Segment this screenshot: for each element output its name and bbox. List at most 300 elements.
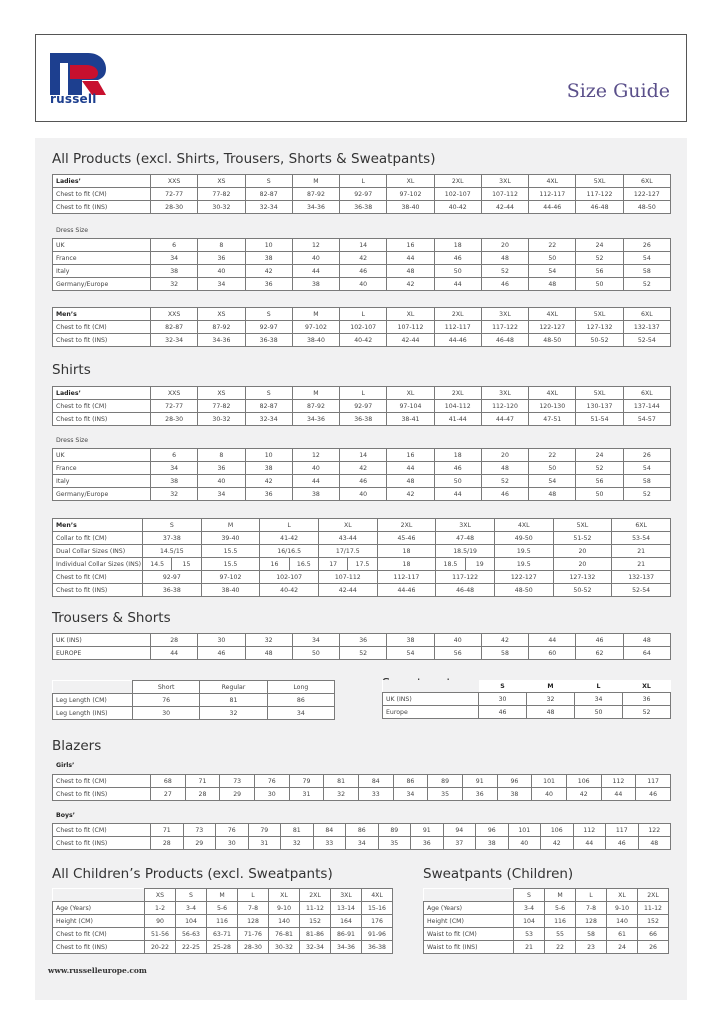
row-label: UK	[53, 239, 151, 252]
size-header-cell: 4XL	[529, 387, 576, 400]
size-header-cell: 2XL	[434, 308, 481, 321]
size-header-cell: L	[340, 175, 387, 188]
table-cell: 97-102	[292, 321, 339, 334]
table-cell: 36-38	[245, 334, 292, 347]
table-cell: 101	[532, 775, 567, 788]
row-label	[53, 889, 145, 902]
row-label: Collar to fit (CM)	[53, 532, 143, 545]
table-cell: 16	[387, 449, 434, 462]
table-cell: 54-57	[623, 413, 670, 426]
table-cell: 152	[300, 915, 331, 928]
table-cell: 77-82	[198, 400, 245, 413]
table-cell: 36	[198, 462, 245, 475]
table-cell: 25-28	[207, 941, 238, 954]
table-cell: 104-112	[434, 400, 481, 413]
table-cell: 13-14	[331, 902, 362, 915]
table-cell: 15	[172, 558, 201, 571]
table-cell: 21	[612, 545, 671, 558]
table-cell: 40-42	[434, 201, 481, 214]
size-header-cell: XS	[198, 175, 245, 188]
table-cell: 22	[529, 239, 576, 252]
size-header-cell: 3XL	[481, 308, 528, 321]
table-cell: 97-104	[387, 400, 434, 413]
size-header-cell: S	[245, 308, 292, 321]
table-cell: 76	[216, 824, 249, 837]
table-cell: 127-132	[553, 571, 612, 584]
table-cell: 137-144	[623, 400, 670, 413]
table-cell: 176	[362, 915, 393, 928]
footer-url: www.russelleurope.com	[48, 966, 147, 975]
table-cell: 38	[245, 252, 292, 265]
table-row	[53, 824, 671, 837]
table-cell: 16	[260, 558, 289, 571]
table-cell: 47-48	[436, 532, 495, 545]
table-cell: 24	[576, 449, 623, 462]
table-cell: 40	[340, 278, 387, 291]
table-cell: 84	[313, 824, 346, 837]
table-cell: 107-112	[481, 188, 528, 201]
table-cell: 72-77	[151, 188, 198, 201]
table-cell: 46-48	[576, 201, 623, 214]
table-cell: 58	[576, 928, 607, 941]
size-header-cell: S	[245, 175, 292, 188]
table-cell: 84	[358, 775, 393, 788]
table-cell: 12	[292, 449, 339, 462]
section-title-children: All Children’s Products (excl. Sweatpants)	[52, 866, 333, 882]
table-cell: 46	[340, 265, 387, 278]
size-header-cell: XS	[198, 308, 245, 321]
table-cell: 50	[434, 475, 481, 488]
row-label: Italy	[53, 265, 151, 278]
table-cell: 86	[267, 694, 334, 707]
table-cell: 56	[576, 475, 623, 488]
table-cell: 1-2	[145, 902, 176, 915]
table-cell: 15.5	[201, 545, 260, 558]
size-header-cell: 2XL	[377, 519, 436, 532]
size-header-cell: S	[245, 387, 292, 400]
size-header-cell: 6XL	[623, 387, 670, 400]
table-cell: 46	[606, 837, 639, 850]
table-cell: 89	[428, 775, 463, 788]
table-cell: 38	[387, 634, 434, 647]
table-cell: 35	[378, 837, 411, 850]
table-row	[53, 278, 671, 291]
table-cell: 73	[220, 775, 255, 788]
table-cell: 39-40	[201, 532, 260, 545]
header-row	[383, 680, 671, 693]
table-cell: 36	[245, 488, 292, 501]
table-cell: 152	[638, 915, 669, 928]
table-row	[53, 188, 671, 201]
table-cell: 102-107	[434, 188, 481, 201]
table-cell: 3-4	[514, 902, 545, 915]
table-row	[53, 545, 671, 558]
header-row	[53, 175, 671, 188]
children-table	[52, 888, 393, 954]
size-header-cell: L	[596, 682, 601, 690]
table-cell: 21	[514, 941, 545, 954]
table-cell: 106	[566, 775, 601, 788]
table-row	[53, 321, 671, 334]
table-cell: 91	[411, 824, 444, 837]
row-label: UK (INS)	[53, 634, 151, 647]
table-cell: 62	[576, 647, 623, 660]
size-header-cell: S	[143, 519, 202, 532]
table-cell: 60	[529, 647, 576, 660]
table-cell: 30-32	[269, 941, 300, 954]
table-cell: 14.5/15	[143, 545, 202, 558]
table-cell: 44	[292, 475, 339, 488]
size-header-cell: 2XL	[638, 889, 669, 902]
table-cell: 48	[529, 488, 576, 501]
table-cell: 68	[151, 775, 186, 788]
row-label: Age (Years)	[53, 902, 145, 915]
table-cell: 20	[481, 239, 528, 252]
table-cell: 42-44	[318, 584, 377, 597]
table-row	[53, 265, 671, 278]
row-label: Chest to fit (CM)	[53, 188, 151, 201]
row-label: Chest to fit (INS)	[53, 941, 145, 954]
table-cell: 50	[292, 647, 339, 660]
table-cell: 50	[529, 462, 576, 475]
table-cell: 79	[248, 824, 281, 837]
table-cell: 33	[358, 788, 393, 801]
table-cell: 37	[443, 837, 476, 850]
table-cell: 77-82	[198, 188, 245, 201]
row-label: Chest to fit (CM)	[53, 824, 151, 837]
table-cell: 56	[434, 647, 481, 660]
size-header-cell: XXS	[151, 387, 198, 400]
table-cell: 20	[481, 449, 528, 462]
table-cell: 32-34	[151, 334, 198, 347]
table-cell: 96	[476, 824, 509, 837]
table-cell: 46	[434, 252, 481, 265]
shirts-mens-table	[52, 518, 671, 597]
table-cell: 82-87	[245, 188, 292, 201]
table-cell: 42-44	[387, 334, 434, 347]
table-cell: 122-127	[623, 188, 670, 201]
table-row	[53, 584, 671, 597]
table-cell: 55	[545, 928, 576, 941]
table-cell: 92-97	[245, 321, 292, 334]
table-cell: 40	[198, 265, 245, 278]
table-cell: 44-46	[377, 584, 436, 597]
table-cell: 8	[198, 449, 245, 462]
table-cell: 12	[292, 239, 339, 252]
table-cell: 34-36	[292, 413, 339, 426]
table-row	[53, 707, 335, 720]
table-cell: 22	[529, 449, 576, 462]
size-header-cell: 3XL	[481, 175, 528, 188]
table-cell: 42	[340, 462, 387, 475]
table-cell: 87-92	[292, 400, 339, 413]
table-cell: 34	[393, 788, 428, 801]
table-cell: 106	[541, 824, 574, 837]
table-cell: 40	[340, 488, 387, 501]
table-cell: 16/16.5	[260, 545, 319, 558]
table-cell: 52	[481, 265, 528, 278]
row-label: UK	[53, 449, 151, 462]
table-cell: 50	[434, 265, 481, 278]
table-cell: 28	[151, 634, 198, 647]
table-cell: 34	[292, 634, 339, 647]
table-cell: 33	[313, 837, 346, 850]
size-header-cell: M	[292, 308, 339, 321]
table-cell: 36	[411, 837, 444, 850]
size-header-cell: 4XL	[362, 889, 393, 902]
table-cell: 58	[623, 475, 670, 488]
all-products-mens-table	[52, 307, 671, 347]
table-cell: 42	[340, 252, 387, 265]
table-cell: 104	[514, 915, 545, 928]
table-cell: 49-50	[494, 532, 553, 545]
table-cell: 112-120	[481, 400, 528, 413]
row-label: Ladies’	[53, 175, 151, 188]
table-cell: 36-38	[143, 584, 202, 597]
table-cell: 7-8	[576, 902, 607, 915]
table-cell: 64	[623, 647, 670, 660]
size-header-cell: Regular	[200, 681, 267, 694]
size-header-cell: M	[207, 889, 238, 902]
table-cell: 41-42	[260, 532, 319, 545]
table-row	[424, 902, 669, 915]
table-cell: 52	[576, 252, 623, 265]
table-cell: 18	[377, 558, 436, 571]
table-cell: 52	[340, 647, 387, 660]
table-cell: 42	[245, 265, 292, 278]
table-cell: 48-50	[494, 584, 553, 597]
table-cell: 31	[289, 788, 324, 801]
table-row	[53, 694, 335, 707]
table-row	[53, 475, 671, 488]
table-row	[53, 532, 671, 545]
table-cell: 50	[576, 488, 623, 501]
row-label: Men’s	[53, 308, 151, 321]
table-cell: 117-122	[436, 571, 495, 584]
table-cell: 44	[529, 634, 576, 647]
table-cell: 44	[601, 788, 636, 801]
table-cell: 30-32	[198, 413, 245, 426]
table-cell: 31	[248, 837, 281, 850]
row-label: Age (Years)	[424, 902, 514, 915]
size-header-cell: S	[500, 682, 505, 690]
table-cell: 36	[198, 252, 245, 265]
size-header-cell: 6XL	[623, 175, 670, 188]
table-cell: 14.5	[143, 558, 172, 571]
row-label: EUROPE	[53, 647, 151, 660]
trousers-table	[52, 633, 671, 660]
table-cell: 53	[514, 928, 545, 941]
table-cell: 44-47	[481, 413, 528, 426]
table-cell: 50-52	[576, 334, 623, 347]
table-cell: 54	[623, 462, 670, 475]
size-header-cell: 6XL	[623, 308, 670, 321]
table-cell: 73	[183, 824, 216, 837]
table-cell: 112-117	[434, 321, 481, 334]
table-cell: 43-44	[318, 532, 377, 545]
size-header-cell: XXS	[151, 175, 198, 188]
table-cell: 48-50	[623, 201, 670, 214]
table-row	[53, 902, 393, 915]
table-cell: 86	[393, 775, 428, 788]
table-cell: 52	[481, 475, 528, 488]
table-row	[53, 647, 671, 660]
table-cell: 8	[198, 239, 245, 252]
table-cell: 132-137	[612, 571, 671, 584]
table-cell: 48	[387, 265, 434, 278]
table-cell: 54	[623, 252, 670, 265]
table-cell: 38-40	[292, 334, 339, 347]
table-cell: 9-10	[269, 902, 300, 915]
row-label: Chest to fit (CM)	[53, 400, 151, 413]
table-row	[53, 928, 393, 941]
row-label: France	[53, 252, 151, 265]
table-cell: 40	[292, 252, 339, 265]
table-cell: 48-50	[529, 334, 576, 347]
table-cell: 101	[508, 824, 541, 837]
table-cell: 32	[281, 837, 314, 850]
size-header-cell: 4XL	[529, 175, 576, 188]
table-cell: 44-46	[529, 201, 576, 214]
table-cell: 128	[576, 915, 607, 928]
table-cell: 10	[245, 449, 292, 462]
blazers-girls-table	[52, 774, 671, 801]
table-cell: 36	[462, 788, 497, 801]
table-cell: 90	[145, 915, 176, 928]
table-cell: 52	[576, 462, 623, 475]
row-label: Chest to fit (INS)	[53, 334, 151, 347]
table-cell: 89	[378, 824, 411, 837]
table-cell: 26	[623, 449, 670, 462]
section-title-blazers: Blazers	[52, 738, 102, 754]
table-cell: 30	[479, 693, 527, 706]
table-cell: 28-30	[151, 413, 198, 426]
table-cell: 86-91	[331, 928, 362, 941]
row-label: Chest to fit (CM)	[53, 928, 145, 941]
table-cell: 6	[151, 239, 198, 252]
table-cell: 10	[245, 239, 292, 252]
size-header-cell: 3XL	[331, 889, 362, 902]
table-cell: 91	[462, 775, 497, 788]
table-cell: 47-51	[529, 413, 576, 426]
table-cell: 34	[575, 693, 623, 706]
table-cell: 34-36	[331, 941, 362, 954]
table-cell: 32-34	[245, 201, 292, 214]
table-cell: 38	[151, 265, 198, 278]
table-cell: 46	[340, 475, 387, 488]
table-cell: 40-42	[340, 334, 387, 347]
table-cell: 48	[481, 252, 528, 265]
table-cell: 97-102	[201, 571, 260, 584]
table-cell: 34	[346, 837, 379, 850]
table-cell: 66	[638, 928, 669, 941]
dress-size-label: Dress Size	[56, 227, 89, 234]
table-cell: 140	[607, 915, 638, 928]
table-cell: 56-63	[176, 928, 207, 941]
table-cell: 102-107	[340, 321, 387, 334]
table-cell: 36	[340, 634, 387, 647]
row-label: Chest to fit (INS)	[53, 584, 143, 597]
table-row	[424, 941, 669, 954]
table-row	[53, 400, 671, 413]
table-cell: 50-52	[553, 584, 612, 597]
table-cell: 24	[607, 941, 638, 954]
size-header-cell: XL	[387, 308, 434, 321]
table-row	[53, 788, 671, 801]
table-cell: 36	[623, 693, 671, 706]
table-cell: 116	[545, 915, 576, 928]
table-cell: 16	[387, 239, 434, 252]
table-cell: 44	[292, 265, 339, 278]
table-cell: 82-87	[245, 400, 292, 413]
table-cell: 32	[151, 488, 198, 501]
table-cell: 40-42	[260, 584, 319, 597]
table-cell: 42-44	[481, 201, 528, 214]
table-cell: 46	[636, 788, 671, 801]
brand-wordmark: russell	[50, 92, 97, 106]
table-cell: 48	[527, 706, 575, 719]
table-cell: 94	[443, 824, 476, 837]
table-cell: 107-112	[387, 321, 434, 334]
table-cell: 35	[428, 788, 463, 801]
table-cell: 30	[133, 707, 200, 720]
table-cell: 56	[576, 265, 623, 278]
table-row	[53, 915, 393, 928]
table-row	[53, 634, 671, 647]
table-cell: 19.5	[494, 558, 553, 571]
table-cell: 34	[267, 707, 334, 720]
table-cell: 40	[532, 788, 567, 801]
table-cell: 46-48	[436, 584, 495, 597]
table-cell: 36-38	[340, 201, 387, 214]
row-label: Chest to fit (CM)	[53, 571, 143, 584]
table-cell: 140	[269, 915, 300, 928]
table-cell: 87-92	[292, 188, 339, 201]
table-cell: 40	[292, 462, 339, 475]
table-cell: 41-44	[434, 413, 481, 426]
table-cell: 16.5	[289, 558, 318, 571]
table-cell: 42	[481, 634, 528, 647]
table-cell: 32	[527, 693, 575, 706]
size-header-cell: M	[545, 889, 576, 902]
table-cell: 58	[623, 265, 670, 278]
table-cell: 42	[387, 488, 434, 501]
size-header-cell: 5XL	[576, 387, 623, 400]
table-cell: 132-137	[623, 321, 670, 334]
size-header-cell: 2XL	[300, 889, 331, 902]
size-header-cell: M	[201, 519, 260, 532]
table-cell: 72-77	[151, 400, 198, 413]
table-row	[53, 413, 671, 426]
size-header-cell: L	[340, 387, 387, 400]
row-label: Germany/Europe	[53, 488, 151, 501]
table-cell: 52-54	[623, 334, 670, 347]
table-cell: 17/17.5	[318, 545, 377, 558]
table-cell: 36	[245, 278, 292, 291]
table-cell: 104	[176, 915, 207, 928]
table-cell: 44	[151, 647, 198, 660]
size-header-cell: 6XL	[612, 519, 671, 532]
table-cell: 52	[623, 706, 671, 719]
table-cell: 81	[281, 824, 314, 837]
table-cell: 34-36	[292, 201, 339, 214]
table-cell: 51-54	[576, 413, 623, 426]
table-cell: 32	[200, 707, 267, 720]
table-row	[424, 915, 669, 928]
row-label: Dual Collar Sizes (INS)	[53, 545, 143, 558]
table-cell: 50	[575, 706, 623, 719]
table-cell: 92-97	[143, 571, 202, 584]
